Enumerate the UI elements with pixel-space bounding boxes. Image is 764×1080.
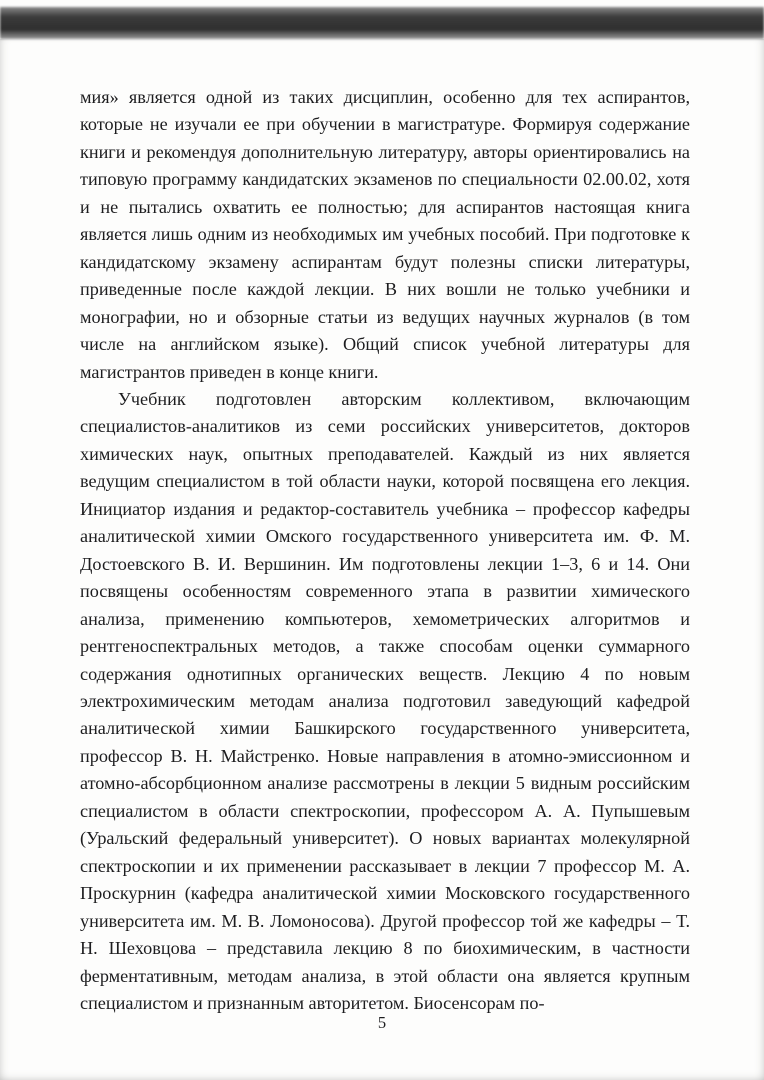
page-number: 5 (377, 1013, 387, 1032)
paragraph: Учебник подготовлен авторским коллективом, включающим специалистов-аналитиков из семи российских университетов, докторов химических наук, опытных преподавателей. Каждый из них является ведущим специалистом в той области науки, которой посвящена его лекция. Инициатор издания и редактор-составитель учебника – профессор кафедры аналитической химии Омского государственного университета им. Ф. М. Достоевского В. И. Вершинин. Им подготовлены лекции 1–3, 6 и 14. Они посвящены особенностям современного этапа в развитии химического анализа, применению компьютеров, хемометрических алгоритмов и рентгеноспектральных методов, а также способам оценки суммарного содержания однотипных органических веществ. Лекцию 4 по новым электрохимическим методам анализа подготовил заведующий кафедрой аналитической химии Башкирского государственного университета, профессор В. Н. Майстренко. Новые направления в атомно-эмиссионном и атомно-абсорбционном анализе рассмотрены в лекции 5 видным российским специалистом в области спектроскопии, профессором А. А. Пупышевым (Уральский федеральный университет). О новых вариантах молекулярной спектроскопии и их применении рассказывает в лекции 7 профессор М. А. Проскурнин (кафедра аналитической химии Московского государственного университета им. М. В. Ломоносова). Другой профессор той же кафедры – Т. Н. Шеховцова – представила лекцию 8 по биохимическим, в частности ферментативным, методам анализа, в этой области она является крупным специалистом и признанным авторитетом. Биосенсорам по- (80, 388, 690, 1013)
paragraph: мия» является одной из таких дисциплин, особенно для тех аспирантов, которые не изучали ее при обучении в магистратуре. Формируя содержание книги и рекомендуя дополнительную литературу, авторы ориентировались на типовую программу кандидатских экзаменов по специальности 02.00.02, хотя и не пытались охватить ее полностью; для аспирантов настоящая книга является лишь одним из необходимых им учебных пособий. При подготовке к кандидатскому экзамену аспирантам будут полезны списки литературы, приведенные после каждой лекции. В них вошли не только учебники и монографии, но и обзорные статьи из ведущих научных журналов (в том числе на английском языке). Общий список учебной литературы для магистрантов приведен в конце книги. (80, 87, 690, 382)
page-text-block (80, 84, 690, 1017)
scan-edge-shadow (0, 7, 764, 39)
